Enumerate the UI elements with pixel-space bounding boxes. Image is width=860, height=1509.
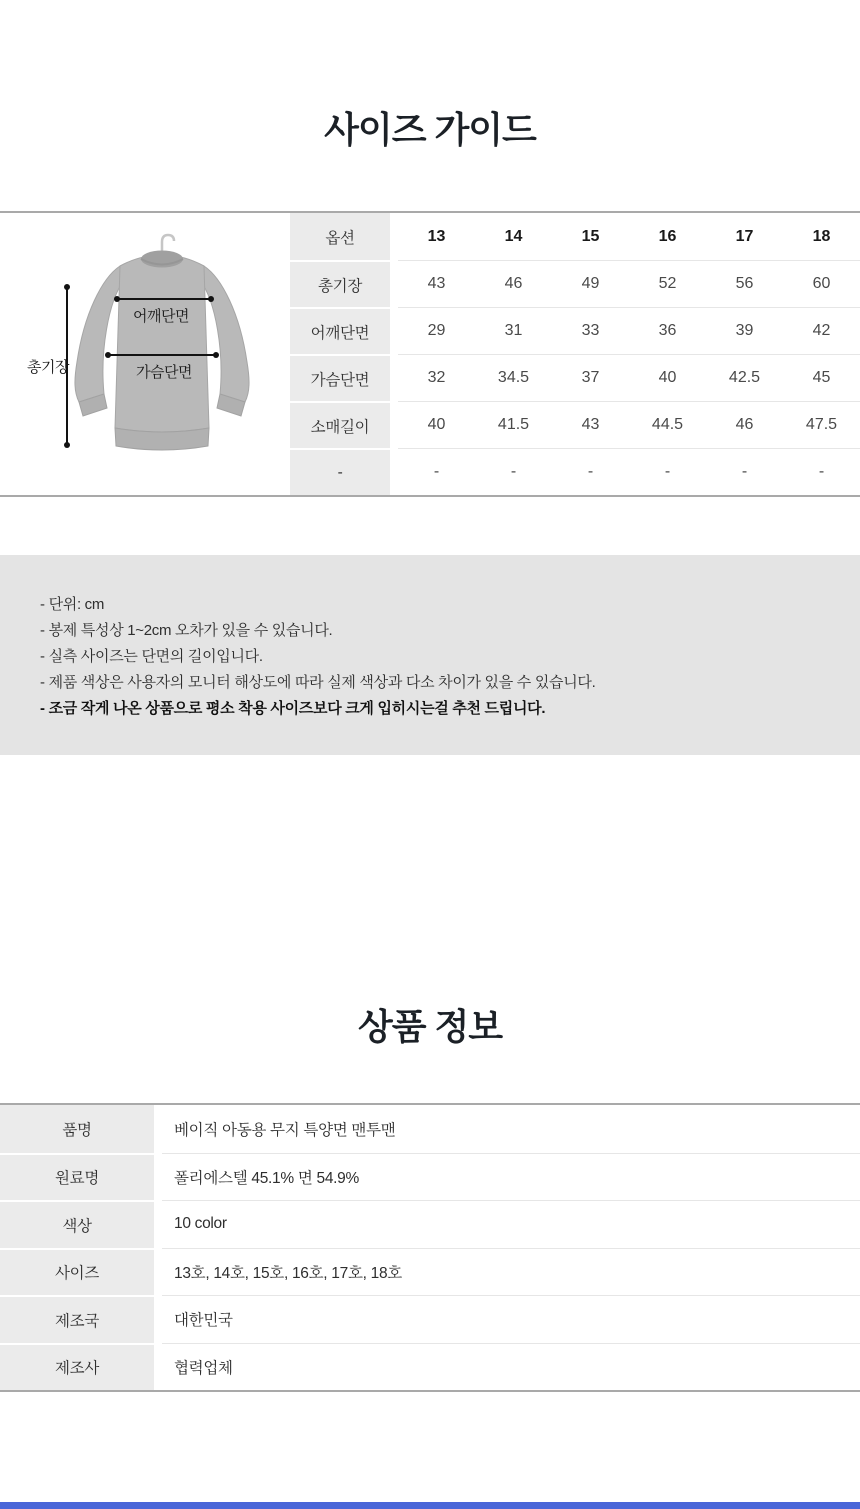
size-table-option-header: 옵션 <box>290 213 398 260</box>
size-value: 46 <box>475 260 552 307</box>
bottom-accent-bar <box>0 1502 860 1509</box>
row-label: 원료명 <box>0 1153 162 1201</box>
size-column-header: 15 <box>581 227 600 245</box>
notice-line: - 실측 사이즈는 단면의 길이입니다. <box>40 648 263 665</box>
row-label: 소매길이 <box>290 401 398 448</box>
size-value: 60 <box>783 260 860 307</box>
row-value: 협력업체 <box>162 1343 860 1391</box>
size-value: 42.5 <box>706 354 783 401</box>
notice-line-recommendation: - 조금 작게 나온 상품으로 평소 착용 사이즈보다 크게 입히시는걸 추천 드립니다. <box>40 700 546 717</box>
size-value: - <box>629 448 706 495</box>
size-value: 29 <box>398 307 475 354</box>
size-notice-box <box>0 555 860 755</box>
row-value: 13호, 14호, 15호, 16호, 17호, 18호 <box>162 1248 860 1296</box>
size-value: 42 <box>783 307 860 354</box>
size-value: 44.5 <box>629 401 706 448</box>
size-value: 41.5 <box>475 401 552 448</box>
chest-measure-line <box>107 354 217 356</box>
size-value: 39 <box>706 307 783 354</box>
notice-line: - 제품 색상은 사용자의 모니터 해상도에 따라 실제 색상과 다소 차이가 있을 수 있습니다. <box>40 674 596 691</box>
size-value: 40 <box>629 354 706 401</box>
size-column-header: 13 <box>427 227 446 245</box>
size-value: 34.5 <box>475 354 552 401</box>
size-column-header: 18 <box>812 227 831 245</box>
row-label: - <box>290 448 398 495</box>
size-value: 47.5 <box>783 401 860 448</box>
row-label: 품명 <box>0 1105 162 1153</box>
product-row-material <box>0 1153 860 1201</box>
row-value: 10 color <box>162 1200 860 1248</box>
shoulder-measure-line <box>116 298 212 300</box>
row-label: 색상 <box>0 1200 162 1248</box>
row-label: 총기장 <box>290 260 398 307</box>
size-value: 52 <box>629 260 706 307</box>
size-guide-title: 사이즈 가이드 <box>324 109 536 150</box>
row-label: 제조사 <box>0 1343 162 1391</box>
total-length-label: 총기장 <box>27 359 69 376</box>
product-info-title: 상품 정보 <box>357 1006 503 1047</box>
size-column-header: 14 <box>504 227 523 245</box>
sweatshirt-illustration <box>62 230 262 475</box>
row-label: 사이즈 <box>0 1248 162 1296</box>
size-value: 45 <box>783 354 860 401</box>
size-value: 43 <box>398 260 475 307</box>
size-value: - <box>552 448 629 495</box>
size-value: - <box>475 448 552 495</box>
sweatshirt-image <box>62 230 262 475</box>
size-table <box>290 213 860 495</box>
notice-line: - 봉제 특성상 1~2cm 오차가 있을 수 있습니다. <box>40 622 333 639</box>
product-row-name <box>0 1105 860 1153</box>
size-value: 56 <box>706 260 783 307</box>
size-value: 32 <box>398 354 475 401</box>
product-row-color <box>0 1200 860 1248</box>
size-value: 37 <box>552 354 629 401</box>
shoulder-label: 어깨단면 <box>133 308 189 325</box>
chest-label: 가슴단면 <box>136 364 192 381</box>
size-value: 46 <box>706 401 783 448</box>
size-value: 49 <box>552 260 629 307</box>
size-value: 33 <box>552 307 629 354</box>
size-column-header: 16 <box>658 227 677 245</box>
row-label: 제조국 <box>0 1295 162 1343</box>
size-table-row-chest <box>290 354 860 401</box>
size-column-header: 17 <box>735 227 754 245</box>
row-label: 어깨단면 <box>290 307 398 354</box>
row-value: 대한민국 <box>162 1295 860 1343</box>
size-value: 36 <box>629 307 706 354</box>
size-table-row-total-length <box>290 260 860 307</box>
size-value: 31 <box>475 307 552 354</box>
size-guide-section <box>0 211 860 497</box>
size-table-row-shoulder <box>290 307 860 354</box>
size-table-row-sleeve <box>290 401 860 448</box>
row-label: 가슴단면 <box>290 354 398 401</box>
product-info-table <box>0 1103 860 1392</box>
product-row-country <box>0 1295 860 1343</box>
size-value: 40 <box>398 401 475 448</box>
size-value: 43 <box>552 401 629 448</box>
size-value: - <box>398 448 475 495</box>
size-value: - <box>783 448 860 495</box>
size-value: - <box>706 448 783 495</box>
row-value: 폴리에스텔 45.1% 면 54.9% <box>162 1153 860 1201</box>
notice-line: - 단위: cm <box>40 596 105 613</box>
size-table-row-empty <box>290 448 860 495</box>
size-table-header-row <box>290 213 860 260</box>
row-value: 베이직 아동용 무지 특양면 맨투맨 <box>174 1121 396 1139</box>
product-row-manufacturer <box>0 1343 860 1391</box>
product-row-size <box>0 1248 860 1296</box>
